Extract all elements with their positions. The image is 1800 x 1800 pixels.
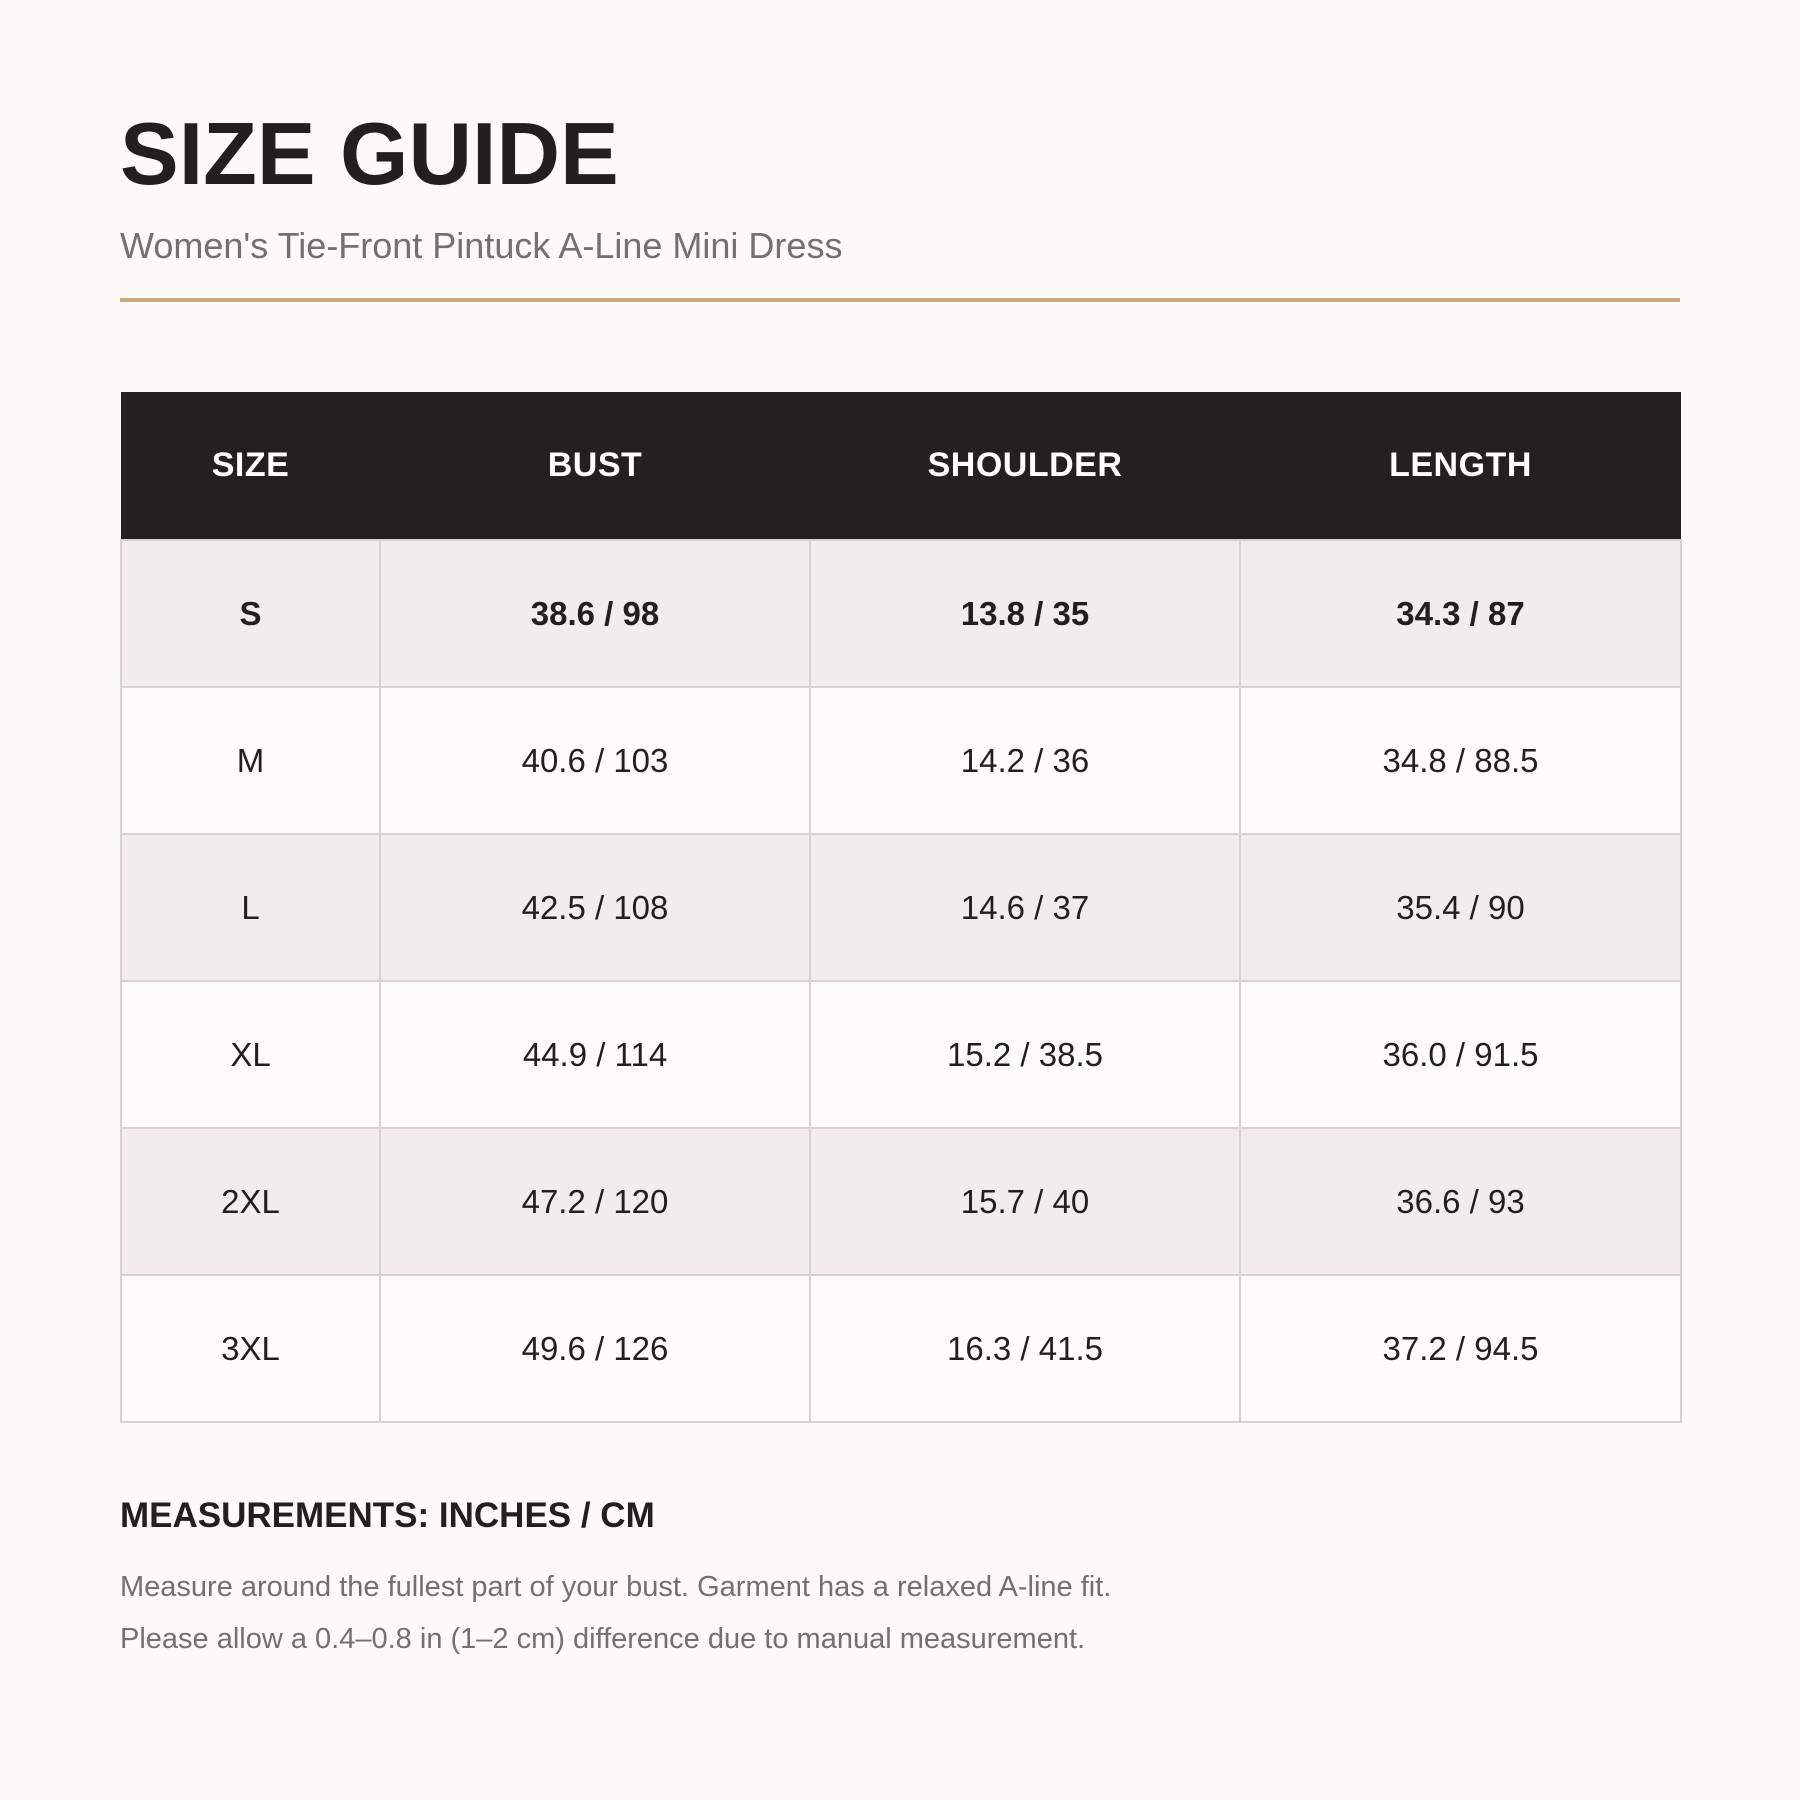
table-row	[121, 834, 1681, 981]
shoulder-cell: 15.7 / 40	[810, 1128, 1240, 1275]
length-cell: 34.8 / 88.5	[1240, 687, 1681, 834]
size-cell: L	[121, 834, 380, 981]
table-row	[121, 981, 1681, 1128]
bust-cell: 44.9 / 114	[380, 981, 810, 1128]
measurement-note: Measure around the fullest part of your bust. Garment has a relaxed A-line fit.	[120, 1571, 1112, 1603]
bust-cell: 38.6 / 98	[380, 540, 810, 687]
bust-cell: 40.6 / 103	[380, 687, 810, 834]
shoulder-cell: 13.8 / 35	[810, 540, 1240, 687]
size-cell: M	[121, 687, 380, 834]
shoulder-cell: 14.2 / 36	[810, 687, 1240, 834]
table-row	[121, 1275, 1681, 1422]
bust-cell: 42.5 / 108	[380, 834, 810, 981]
size-table-container	[120, 392, 1680, 1423]
size-cell: S	[121, 540, 380, 687]
size-cell: 2XL	[121, 1128, 380, 1275]
page-title: SIZE GUIDE	[120, 104, 619, 203]
table-row	[121, 540, 1681, 687]
shoulder-cell: 14.6 / 37	[810, 834, 1240, 981]
bust-cell: 49.6 / 126	[380, 1275, 810, 1422]
size-cell: XL	[121, 981, 380, 1128]
column-header-length: LENGTH	[1240, 392, 1681, 540]
product-name: Women's Tie-Front Pintuck A-Line Mini Dress	[120, 225, 843, 266]
shoulder-cell: 15.2 / 38.5	[810, 981, 1240, 1128]
length-cell: 36.6 / 93	[1240, 1128, 1681, 1275]
bust-cell: 47.2 / 120	[380, 1128, 810, 1275]
table-row	[121, 1128, 1681, 1275]
length-cell: 37.2 / 94.5	[1240, 1275, 1681, 1422]
length-cell: 34.3 / 87	[1240, 540, 1681, 687]
shoulder-cell: 16.3 / 41.5	[810, 1275, 1240, 1422]
size-cell: 3XL	[121, 1275, 380, 1422]
column-header-bust: BUST	[380, 392, 810, 540]
column-header-size: SIZE	[121, 392, 380, 540]
measurement-units-heading: MEASUREMENTS: INCHES / CM	[120, 1496, 655, 1535]
table-header-row	[121, 392, 1681, 540]
table-row	[121, 687, 1681, 834]
size-table	[120, 392, 1682, 1423]
length-cell: 35.4 / 90	[1240, 834, 1681, 981]
length-cell: 36.0 / 91.5	[1240, 981, 1681, 1128]
measurement-note: Please allow a 0.4–0.8 in (1–2 cm) difference due to manual measurement.	[120, 1623, 1086, 1655]
accent-divider	[120, 298, 1680, 302]
column-header-shoulder: SHOULDER	[810, 392, 1240, 540]
